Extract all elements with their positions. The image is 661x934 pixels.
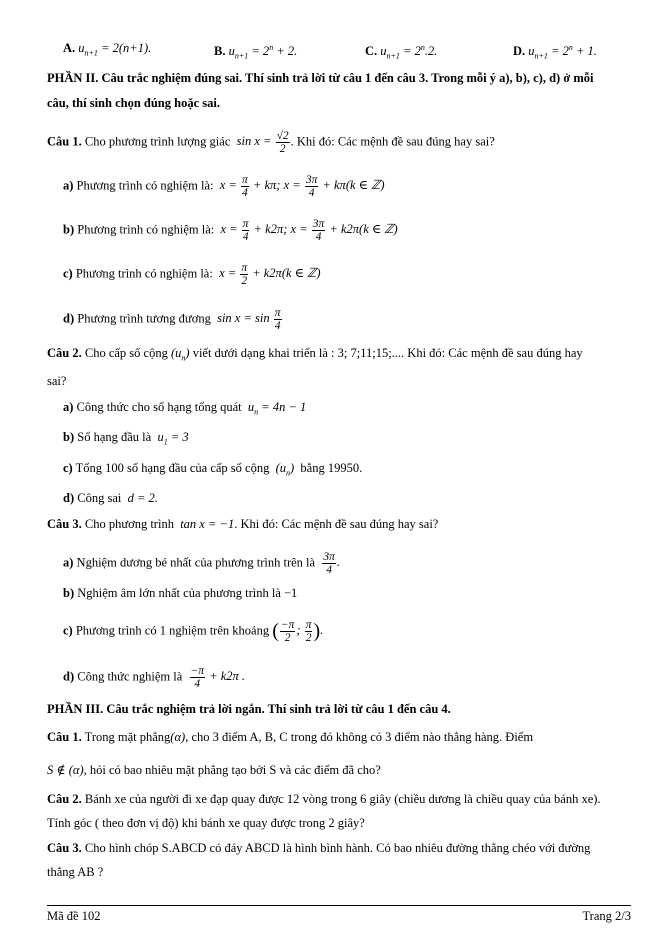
p2-q1-label: Câu 1. bbox=[47, 134, 82, 149]
p3-q1-line1-after: , cho 3 điểm A, B, C trong đó không có 3 điểm nào thẳng hàng. Điểm bbox=[185, 730, 534, 744]
p3-q1-label: Câu 1. bbox=[47, 730, 82, 744]
p2-q2-label: Câu 2. bbox=[47, 346, 82, 360]
p2-q2-a-formula: $u_n = 4n - 1$ bbox=[244, 400, 307, 417]
part2-heading-line2: câu, thí sinh chọn đúng hoặc sai. bbox=[47, 96, 220, 110]
p2-q3-d bbox=[63, 665, 245, 690]
p3-q3-label: Câu 3. bbox=[47, 841, 82, 855]
p2-q2-d-formula: d = 2. bbox=[124, 491, 158, 505]
option-d-label: D. bbox=[513, 44, 526, 59]
p2-q3-a-formula: $\frac{3\pi}{4}$ . bbox=[323, 551, 340, 576]
option-a-expr: $u_{n+1} = 2(n+1)$. bbox=[78, 41, 152, 58]
p2-q1-b-label: b) bbox=[63, 222, 75, 237]
option-d bbox=[513, 40, 597, 65]
option-c bbox=[365, 40, 437, 65]
p3-q1-line2-after: , hỏi có bao nhiêu mặt phẳng tạo bởi S và các điểm đã cho? bbox=[83, 763, 381, 777]
p2-q3-c-text: Phương trình có 1 nghiệm trên khoảng bbox=[75, 623, 270, 638]
p2-q1-c-formula: x = $\frac{\pi}{2}$ + k2π(k ∈ ℤ) bbox=[215, 262, 321, 287]
p3-q2-line1-text: Bánh xe của người đi xe đạp quay được 12 vòng trong 6 giây (chiều dương là chiều quay của bánh xe). bbox=[84, 792, 601, 806]
p2-q3-stem bbox=[47, 516, 438, 532]
p2-q2-c-text-before: Tổng 100 số hạng đầu của cấp số cộng bbox=[75, 461, 270, 475]
p2-q2-b bbox=[63, 429, 189, 451]
p2-q1-d-label: d) bbox=[63, 311, 75, 326]
p3-q1-line1 bbox=[47, 729, 533, 745]
option-d-expr: $u_{n+1} = 2^n + 1$. bbox=[528, 43, 597, 61]
option-c-label: C. bbox=[365, 44, 378, 59]
p2-q2-stem bbox=[47, 345, 583, 367]
p3-q1-line2 bbox=[47, 762, 381, 778]
p2-q1-d-text: Phương trình tương đương bbox=[77, 311, 211, 326]
p2-q1-b-text: Phương trình có nghiệm là: bbox=[77, 222, 215, 237]
p2-q3-c-label: c) bbox=[63, 623, 73, 638]
p2-q2-d-label: d) bbox=[63, 491, 75, 505]
p3-q1-plane: (α) bbox=[170, 730, 186, 744]
p2-q2-line2: sai? bbox=[47, 374, 67, 388]
p2-q3-d-label: d) bbox=[63, 669, 75, 684]
p2-q3-equation: tan x = −1 bbox=[177, 517, 235, 531]
p2-q1-text-after: . Khi đó: Các mệnh đề sau đúng hay sai? bbox=[290, 134, 495, 149]
p2-q2-c-text-after: bằng 19950. bbox=[300, 461, 363, 475]
p3-q3-line2: thẳng AB ? bbox=[47, 865, 104, 879]
option-c-expr: $u_{n+1} = 2^n.2$. bbox=[380, 43, 438, 61]
option-a-label: A. bbox=[63, 41, 76, 55]
p2-q1-a-label: a) bbox=[63, 178, 74, 193]
p2-q2-b-text: Số hạng đầu là bbox=[77, 430, 152, 444]
footer-page: Trang 2/3 bbox=[582, 909, 631, 923]
option-b-label: B. bbox=[214, 44, 226, 59]
p2-q2-b-label: b) bbox=[63, 430, 75, 444]
p3-q1-condition: S ∉ (α) bbox=[47, 763, 84, 777]
p2-q1-b bbox=[63, 218, 398, 243]
p2-q1-a-formula: x = $\frac{\pi}{4}$ + kπ; x = $\frac{3\pi}{4}$ + kπ(k ∈ ℤ) bbox=[216, 174, 385, 199]
part2-heading-line1: PHẦN II. Câu trắc nghiệm đúng sai. Thí sinh trả lời từ câu 1 đến câu 3. Trong mỗi ý a), b), c), d) ở mỗi bbox=[47, 71, 594, 85]
p3-q3-line1 bbox=[47, 840, 590, 856]
p2-q1-b-formula: x = $\frac{\pi}{4}$ + k2π; x = $\frac{3\pi}{4}$ + k2π(k ∈ ℤ) bbox=[217, 218, 398, 243]
p3-q2-label: Câu 2. bbox=[47, 792, 82, 806]
p2-q1-c bbox=[63, 262, 321, 287]
p3-q3-line1-text: Cho hình chóp S.ABCD có đáy ABCD là hình bình hành. Có bao nhiêu đường thẳng chéo với đường bbox=[84, 841, 591, 855]
p2-q2-c-label: c) bbox=[63, 461, 73, 475]
p2-q1-a-text: Phương trình có nghiệm là: bbox=[76, 178, 214, 193]
p2-q3-text-after: . Khi đó: Các mệnh đề sau đúng hay sai? bbox=[234, 517, 439, 531]
p2-q1-text-before: Cho phương trình lượng giác bbox=[84, 134, 231, 149]
p2-q2-c bbox=[63, 460, 362, 482]
p2-q3-d-formula: $\frac{-\pi}{4}$ + k2π . bbox=[190, 665, 246, 690]
p2-q2-a-label: a) bbox=[63, 400, 74, 414]
p3-q1-line1-before: Trong mặt phẳng bbox=[84, 730, 171, 744]
option-b bbox=[214, 40, 297, 65]
p2-q3-a-text: Nghiệm dương bé nhất của phương trình trên là bbox=[76, 555, 316, 570]
p2-q1-equation: sin x = $\frac{√2}{2}$ bbox=[233, 130, 289, 155]
option-b-expr: $u_{n+1} = 2^n + 2$. bbox=[228, 43, 298, 61]
p2-q2-text-before: Cho cấp số cộng bbox=[84, 346, 168, 360]
p2-q3-b-label: b) bbox=[63, 586, 75, 600]
p2-q2-seq: $(u_n)$ bbox=[170, 346, 190, 363]
p2-q2-c-seq: $(u_n)$ bbox=[272, 461, 298, 478]
part3-heading: PHẦN III. Câu trắc nghiệm trả lời ngắn. Thí sinh trả lời từ câu 1 đến câu 4. bbox=[47, 702, 451, 716]
p2-q1-d bbox=[63, 307, 283, 332]
p2-q3-b bbox=[63, 585, 297, 601]
p2-q3-text-before: Cho phương trình bbox=[84, 517, 174, 531]
p2-q1-stem bbox=[47, 130, 495, 155]
p2-q3-c-formula: ( $\frac{-\pi}{2}$ ; $\frac{\pi}{2}$ ). bbox=[272, 619, 324, 644]
p2-q1-c-text: Phương trình có nghiệm là: bbox=[75, 266, 213, 281]
p3-q2-line1 bbox=[47, 791, 601, 807]
p2-q1-d-formula: sin x = sin $\frac{\pi}{4}$ bbox=[213, 307, 281, 332]
p2-q2-a-text: Công thức cho số hạng tổng quát bbox=[76, 400, 242, 414]
p2-q2-b-formula: $u_1 = 3$ bbox=[154, 430, 189, 447]
p2-q3-b-text: Nghiệm âm lớn nhất của phương trình là −1 bbox=[77, 586, 298, 600]
p2-q2-a bbox=[63, 399, 306, 421]
p3-q2-line2: Tính góc ( theo đơn vị độ) khi bánh xe quay được trong 2 giây? bbox=[47, 816, 365, 830]
footer-code: Mã đề 102 bbox=[47, 909, 101, 923]
p2-q1-a bbox=[63, 174, 385, 199]
option-a bbox=[63, 40, 151, 62]
p2-q2-d-text: Công sai bbox=[77, 491, 122, 505]
p2-q3-c bbox=[63, 619, 323, 644]
p2-q3-label: Câu 3. bbox=[47, 517, 82, 531]
footer-divider bbox=[47, 905, 631, 906]
p2-q1-c-label: c) bbox=[63, 266, 73, 281]
p2-q2-d bbox=[63, 490, 158, 506]
p2-q3-d-text: Công thức nghiệm là bbox=[77, 669, 183, 684]
p2-q2-text-after: viết dưới dạng khai triển là : 3; 7;11;15;.... Khi đó: Các mệnh đề sau đúng hay bbox=[192, 346, 583, 360]
p2-q3-a bbox=[63, 551, 340, 576]
p2-q3-a-label: a) bbox=[63, 555, 74, 570]
